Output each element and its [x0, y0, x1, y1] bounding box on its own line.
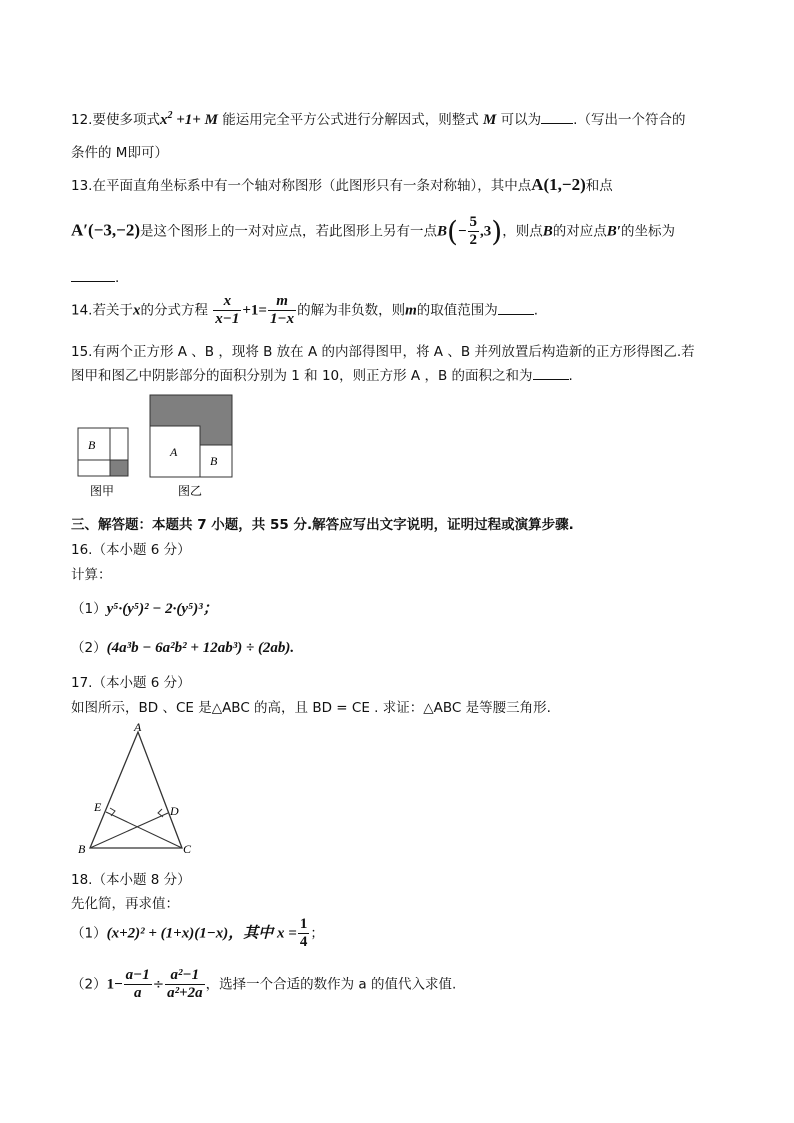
q16-part1: （1）y⁵·(y⁵)² − 2·(y⁵)³； [71, 601, 218, 617]
label-b: B [210, 454, 218, 468]
caption-yi: 图乙 [178, 484, 203, 498]
q18-part1: （1）(x+2)² + (1+x)(1−x)，其中 x = $\frac{1}{4}$ ； [71, 916, 324, 950]
q13-line2: A′(−3,−2)是这个图形上的一对对应点，若此图形上另有一点B(− $\frac{5}{2}$ ,3)，则点B的对应点B′的坐标为 [71, 214, 675, 248]
label-e: E [94, 800, 102, 814]
label-a: A [170, 445, 178, 459]
figure-jia [78, 428, 128, 476]
q18-title: 18.（本小题 8 分） [71, 872, 191, 888]
q18-part2: （2）1− $\frac{a-1}{a}$ ÷ $\frac{\text{a²−1}}{\text{a²+2a}}$ ，选择一个合适的数作为 a 的值代入求值. [71, 967, 457, 1001]
q13-line1: 13.在平面直角坐标系中有一个轴对称图形（此图形只有一条对称轴），其中点A(1,−2)和点 [71, 175, 613, 194]
answer-blank[interactable] [541, 123, 573, 124]
label-b: B [88, 438, 96, 452]
shaded-area [110, 460, 128, 476]
q15-line1: 15.有两个正方形 A 、B ，现将 B 放在 A 的内部得图甲，将 A 、B 并列放置后构造新的正方形得图乙.若 [71, 344, 695, 360]
answer-blank[interactable] [533, 379, 569, 380]
figure-yi [150, 395, 232, 477]
q16-intro: 计算： [71, 567, 112, 583]
triangle-abc [90, 732, 182, 848]
answer-blank[interactable] [498, 314, 534, 315]
q16-title: 16.（本小题 6 分） [71, 542, 191, 558]
q12-line1: 12.要使多项式$x^2 +1+ M$ 能运用完全平方公式进行分解因式，则整式 M 可以为 .（写出一个符合的 [71, 110, 686, 128]
caption-jia: 图甲 [90, 484, 115, 498]
label-a: A [134, 720, 142, 734]
q17-triangle-figure [70, 720, 210, 860]
q12-line2: 条件的 M即可） [71, 145, 168, 161]
section-3-heading: 三、解答题：本题共 7 小题，共 55 分.解答应写出文字说明，证明过程或演算步骤. [71, 517, 574, 533]
q16-part2: （2）(4a³b − 6a²b² + 12ab³) ÷ (2ab). [71, 640, 295, 656]
q13-line3: . [71, 270, 119, 286]
label-b: B [78, 842, 86, 856]
answer-blank[interactable] [71, 281, 115, 282]
q17-text: 如图所示，BD 、CE 是△ABC 的高，且 BD = CE . 求证：△ABC 是等腰三角形. [71, 700, 551, 716]
q15-line2: 图甲和图乙中阴影部分的面积分别为 1 和 10，则正方形 A ，B 的面积之和为 . [71, 368, 573, 384]
q17-title: 17.（本小题 6 分） [71, 675, 191, 691]
q14-line: 14.若关于x的分式方程 $\frac{x}{x-1}$ +1= $\frac{m}{1-x}$ 的解为非负数，则m的取值范围为 . [71, 293, 539, 327]
label-d: D [170, 804, 179, 818]
q15-figures [70, 390, 250, 505]
q18-intro: 先化简，再求值： [71, 896, 179, 912]
label-c: C [183, 842, 192, 856]
